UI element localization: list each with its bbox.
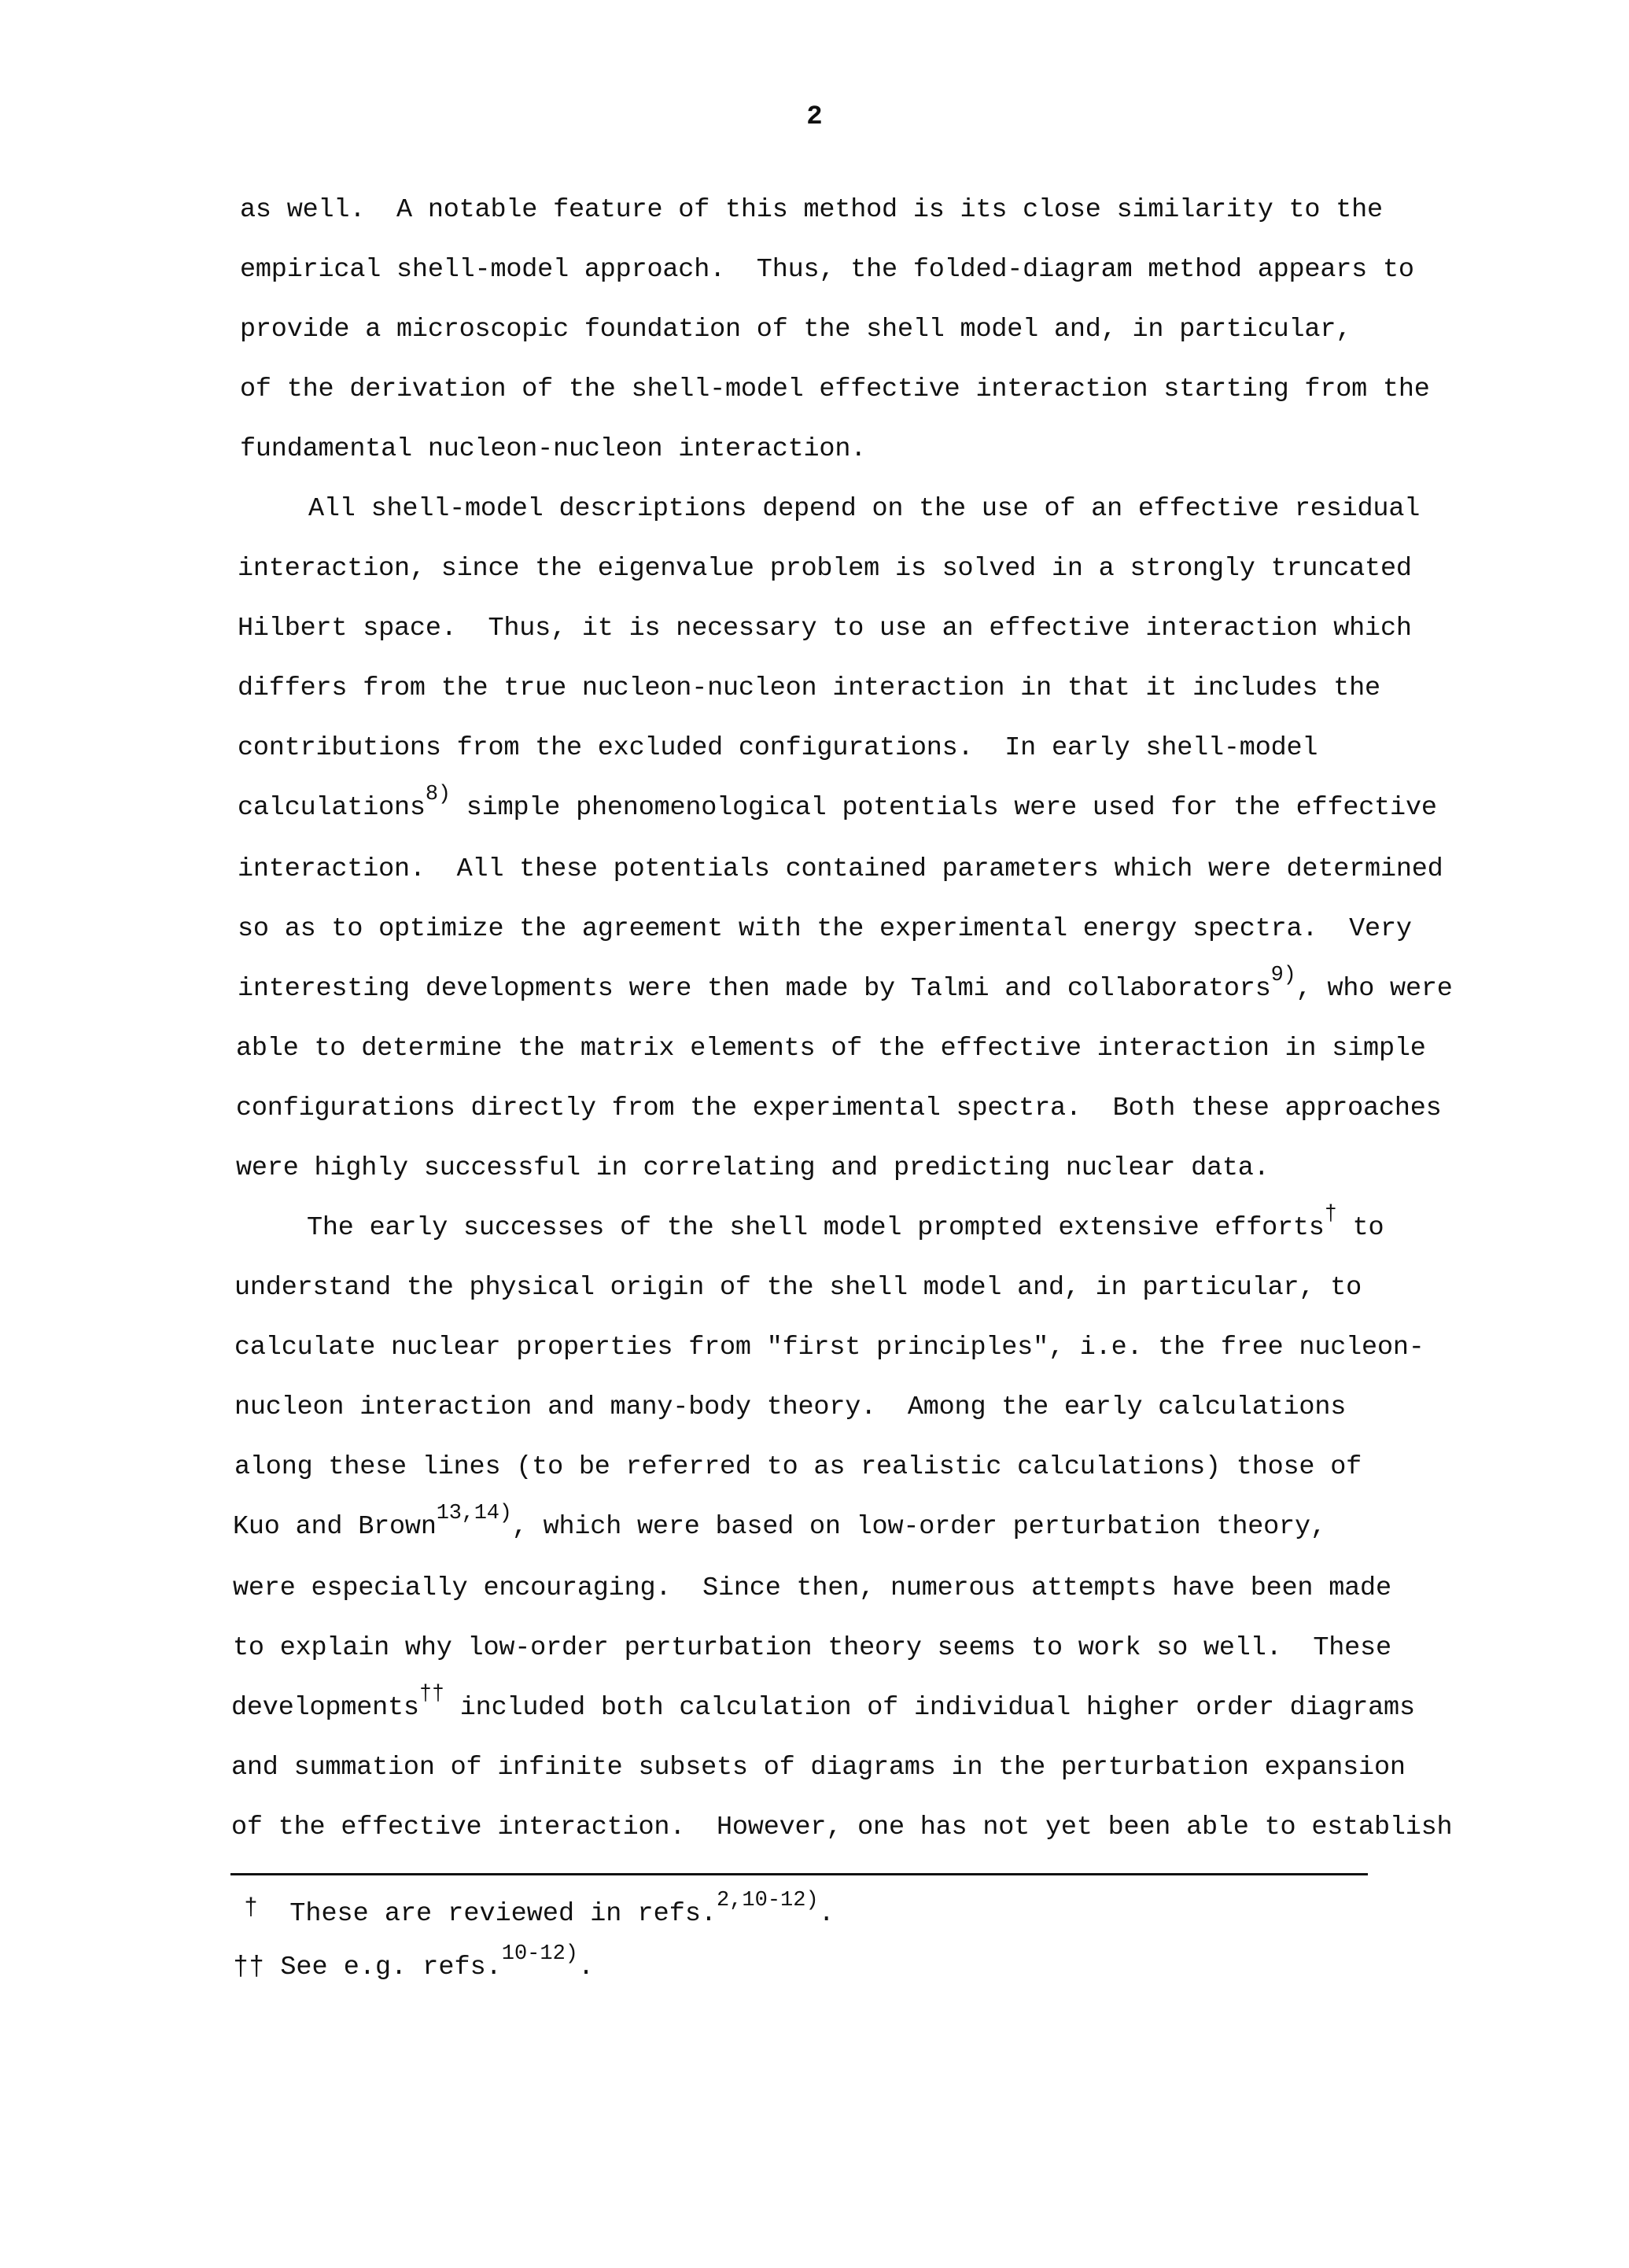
paragraph-1-line-2: empirical shell-model approach. Thus, the folded-diagram method appears to <box>240 255 1414 285</box>
footnote-2-end: . <box>578 1953 595 1982</box>
line-text: simple phenomenological potentials were used for the effective <box>450 793 1437 823</box>
paragraph-3-line-1 <box>307 1203 1384 1244</box>
page-number: 2 <box>806 102 823 132</box>
paragraph-1-line-1: as well. A notable feature of this method is its close similarity to the <box>240 195 1383 225</box>
paragraph-3-line-8: to explain why low-order perturbation theory seems to work so well. These <box>233 1633 1391 1663</box>
footnote-2-mark: †† <box>233 1953 265 1982</box>
line-text: interesting developments were then made by Talmi and collaborators <box>238 974 1271 1004</box>
paragraph-3-line-6 <box>233 1502 1326 1543</box>
paragraph-3-line-3: calculate nuclear properties from "first principles", i.e. the free nucleon- <box>234 1333 1424 1363</box>
paragraph-3-line-4: nucleon interaction and many-body theory. Among the early calculations <box>234 1392 1347 1422</box>
reference-superscript: 8) <box>425 783 451 806</box>
footnote-1 <box>244 1889 835 1931</box>
line-text: Kuo and Brown <box>233 1512 437 1542</box>
double-dagger-footnote-mark: †† <box>418 1683 444 1706</box>
line-text: The early successes of the shell model prompted extensive efforts <box>307 1213 1325 1243</box>
footnote-1-end: . <box>818 1899 835 1929</box>
paragraph-2-line-11: configurations directly from the experimental spectra. Both these approaches <box>236 1093 1442 1123</box>
paragraph-3-line-9 <box>231 1683 1415 1724</box>
dagger-footnote-mark: † <box>1324 1203 1337 1226</box>
line-text: included both calculation of individual higher order diagrams <box>444 1693 1415 1723</box>
paragraph-2-line-2: interaction, since the eigenvalue problem is solved in a strongly truncated <box>238 554 1412 584</box>
line-text: , who were <box>1295 974 1453 1004</box>
reference-superscript: 9) <box>1270 964 1296 987</box>
paragraph-3-line-11: of the effective interaction. However, one has not yet been able to establish <box>231 1813 1453 1842</box>
line-text: to <box>1336 1213 1384 1243</box>
paragraph-1-line-3: provide a microscopic foundation of the shell model and, in particular, <box>240 315 1352 345</box>
footnote-rule <box>230 1873 1368 1875</box>
paragraph-3-line-2: understand the physical origin of the shell model and, in particular, to <box>234 1273 1362 1303</box>
line-text: calculations <box>238 793 426 823</box>
paragraph-2-line-7: interaction. All these potentials contained parameters which were determined <box>238 854 1443 884</box>
line-text: developments <box>231 1693 419 1723</box>
paragraph-2-line-12: were highly successful in correlating and predicting nuclear data. <box>236 1153 1270 1183</box>
paragraph-2-line-6 <box>238 783 1437 824</box>
footnote-2-reference: 10-12) <box>501 1942 578 1966</box>
footnote-1-mark: † <box>244 1895 259 1922</box>
footnote-1-reference: 2,10-12) <box>717 1889 819 1912</box>
paragraph-1-line-4: of the derivation of the shell-model effective interaction starting from the <box>240 374 1430 404</box>
paragraph-2-line-1: All shell-model descriptions depend on the use of an effective residual <box>308 494 1421 524</box>
paragraph-2-line-5: contributions from the excluded configurations. In early shell-model <box>238 733 1318 763</box>
paragraph-1-line-5: fundamental nucleon-nucleon interaction. <box>240 434 867 464</box>
footnote-2 <box>233 1942 595 1983</box>
paragraph-2-line-3: Hilbert space. Thus, it is necessary to use an effective interaction which <box>238 614 1412 644</box>
footnote-2-text: See e.g. refs. <box>280 1953 502 1982</box>
footnote-1-text: These are reviewed in refs. <box>289 1899 717 1929</box>
paragraph-3-line-5: along these lines (to be referred to as realistic calculations) those of <box>234 1452 1362 1482</box>
paragraph-2-line-8: so as to optimize the agreement with the experimental energy spectra. Very <box>238 914 1412 944</box>
line-text: , which were based on low-order perturbation theory, <box>511 1512 1326 1542</box>
reference-superscript: 13,14) <box>436 1502 512 1525</box>
paragraph-3-line-10: and summation of infinite subsets of diagrams in the perturbation expansion <box>231 1753 1406 1783</box>
paragraph-3-line-7: were especially encouraging. Since then, numerous attempts have been made <box>233 1573 1391 1603</box>
paragraph-2-line-9 <box>238 964 1453 1005</box>
paragraph-2-line-10: able to determine the matrix elements of the effective interaction in simple <box>236 1034 1426 1064</box>
paragraph-2-line-4: differs from the true nucleon-nucleon interaction in that it includes the <box>238 673 1380 703</box>
